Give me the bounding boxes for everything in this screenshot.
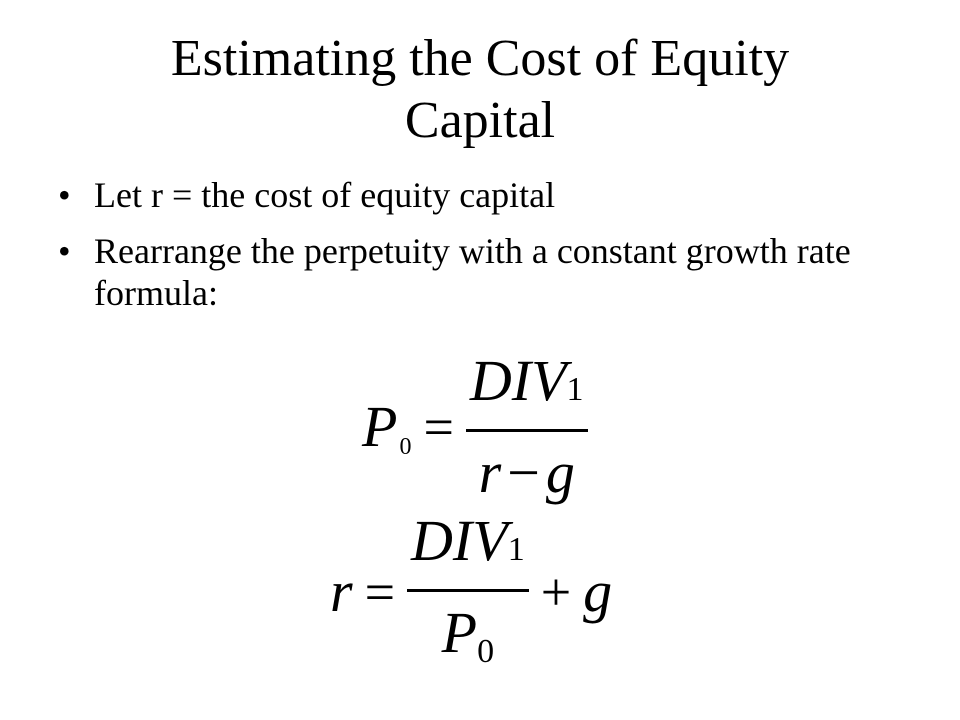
denominator xyxy=(475,440,579,506)
numerator-subscript: 1 xyxy=(507,531,525,568)
growth-term: g xyxy=(583,558,613,624)
numerator-main: DIV xyxy=(469,348,567,413)
numerator xyxy=(407,508,529,583)
equals-sign: = xyxy=(423,397,454,457)
bullet-item xyxy=(58,174,918,216)
bullet-marker: • xyxy=(58,231,71,271)
formula-lhs-subscript: 0 xyxy=(399,433,412,460)
minus-sign: − xyxy=(507,440,540,505)
formula-lhs: P xyxy=(362,394,398,459)
cost-of-equity-formula xyxy=(330,508,612,675)
numerator xyxy=(466,348,588,423)
plus-sign: + xyxy=(540,561,572,622)
title-line-2: Capital xyxy=(404,92,556,149)
slide-title xyxy=(0,28,960,152)
bullet-text: Let r = the cost of equity capital xyxy=(94,175,556,215)
fraction-bar xyxy=(407,589,529,592)
formula-lhs: r xyxy=(330,558,353,624)
denominator-main: P xyxy=(441,600,478,665)
price-formula xyxy=(362,348,588,506)
bullet-item xyxy=(58,230,918,314)
title-line-1: Estimating the Cost of Equity xyxy=(170,30,790,87)
numerator-subscript: 1 xyxy=(566,371,584,408)
fraction-bar xyxy=(466,429,588,432)
equals-sign: = xyxy=(364,561,396,622)
fraction xyxy=(466,348,588,506)
denominator-g: g xyxy=(545,440,575,505)
denominator-r: r xyxy=(478,440,502,505)
bullet-list xyxy=(58,174,918,328)
bullet-marker: • xyxy=(58,175,71,215)
bullet-text: Rearrange the perpetuity with a constant growth rate formula: xyxy=(94,231,851,313)
denominator xyxy=(438,600,498,675)
denominator-subscript: 0 xyxy=(477,633,495,670)
numerator-main: DIV xyxy=(411,508,508,573)
fraction xyxy=(407,508,529,675)
